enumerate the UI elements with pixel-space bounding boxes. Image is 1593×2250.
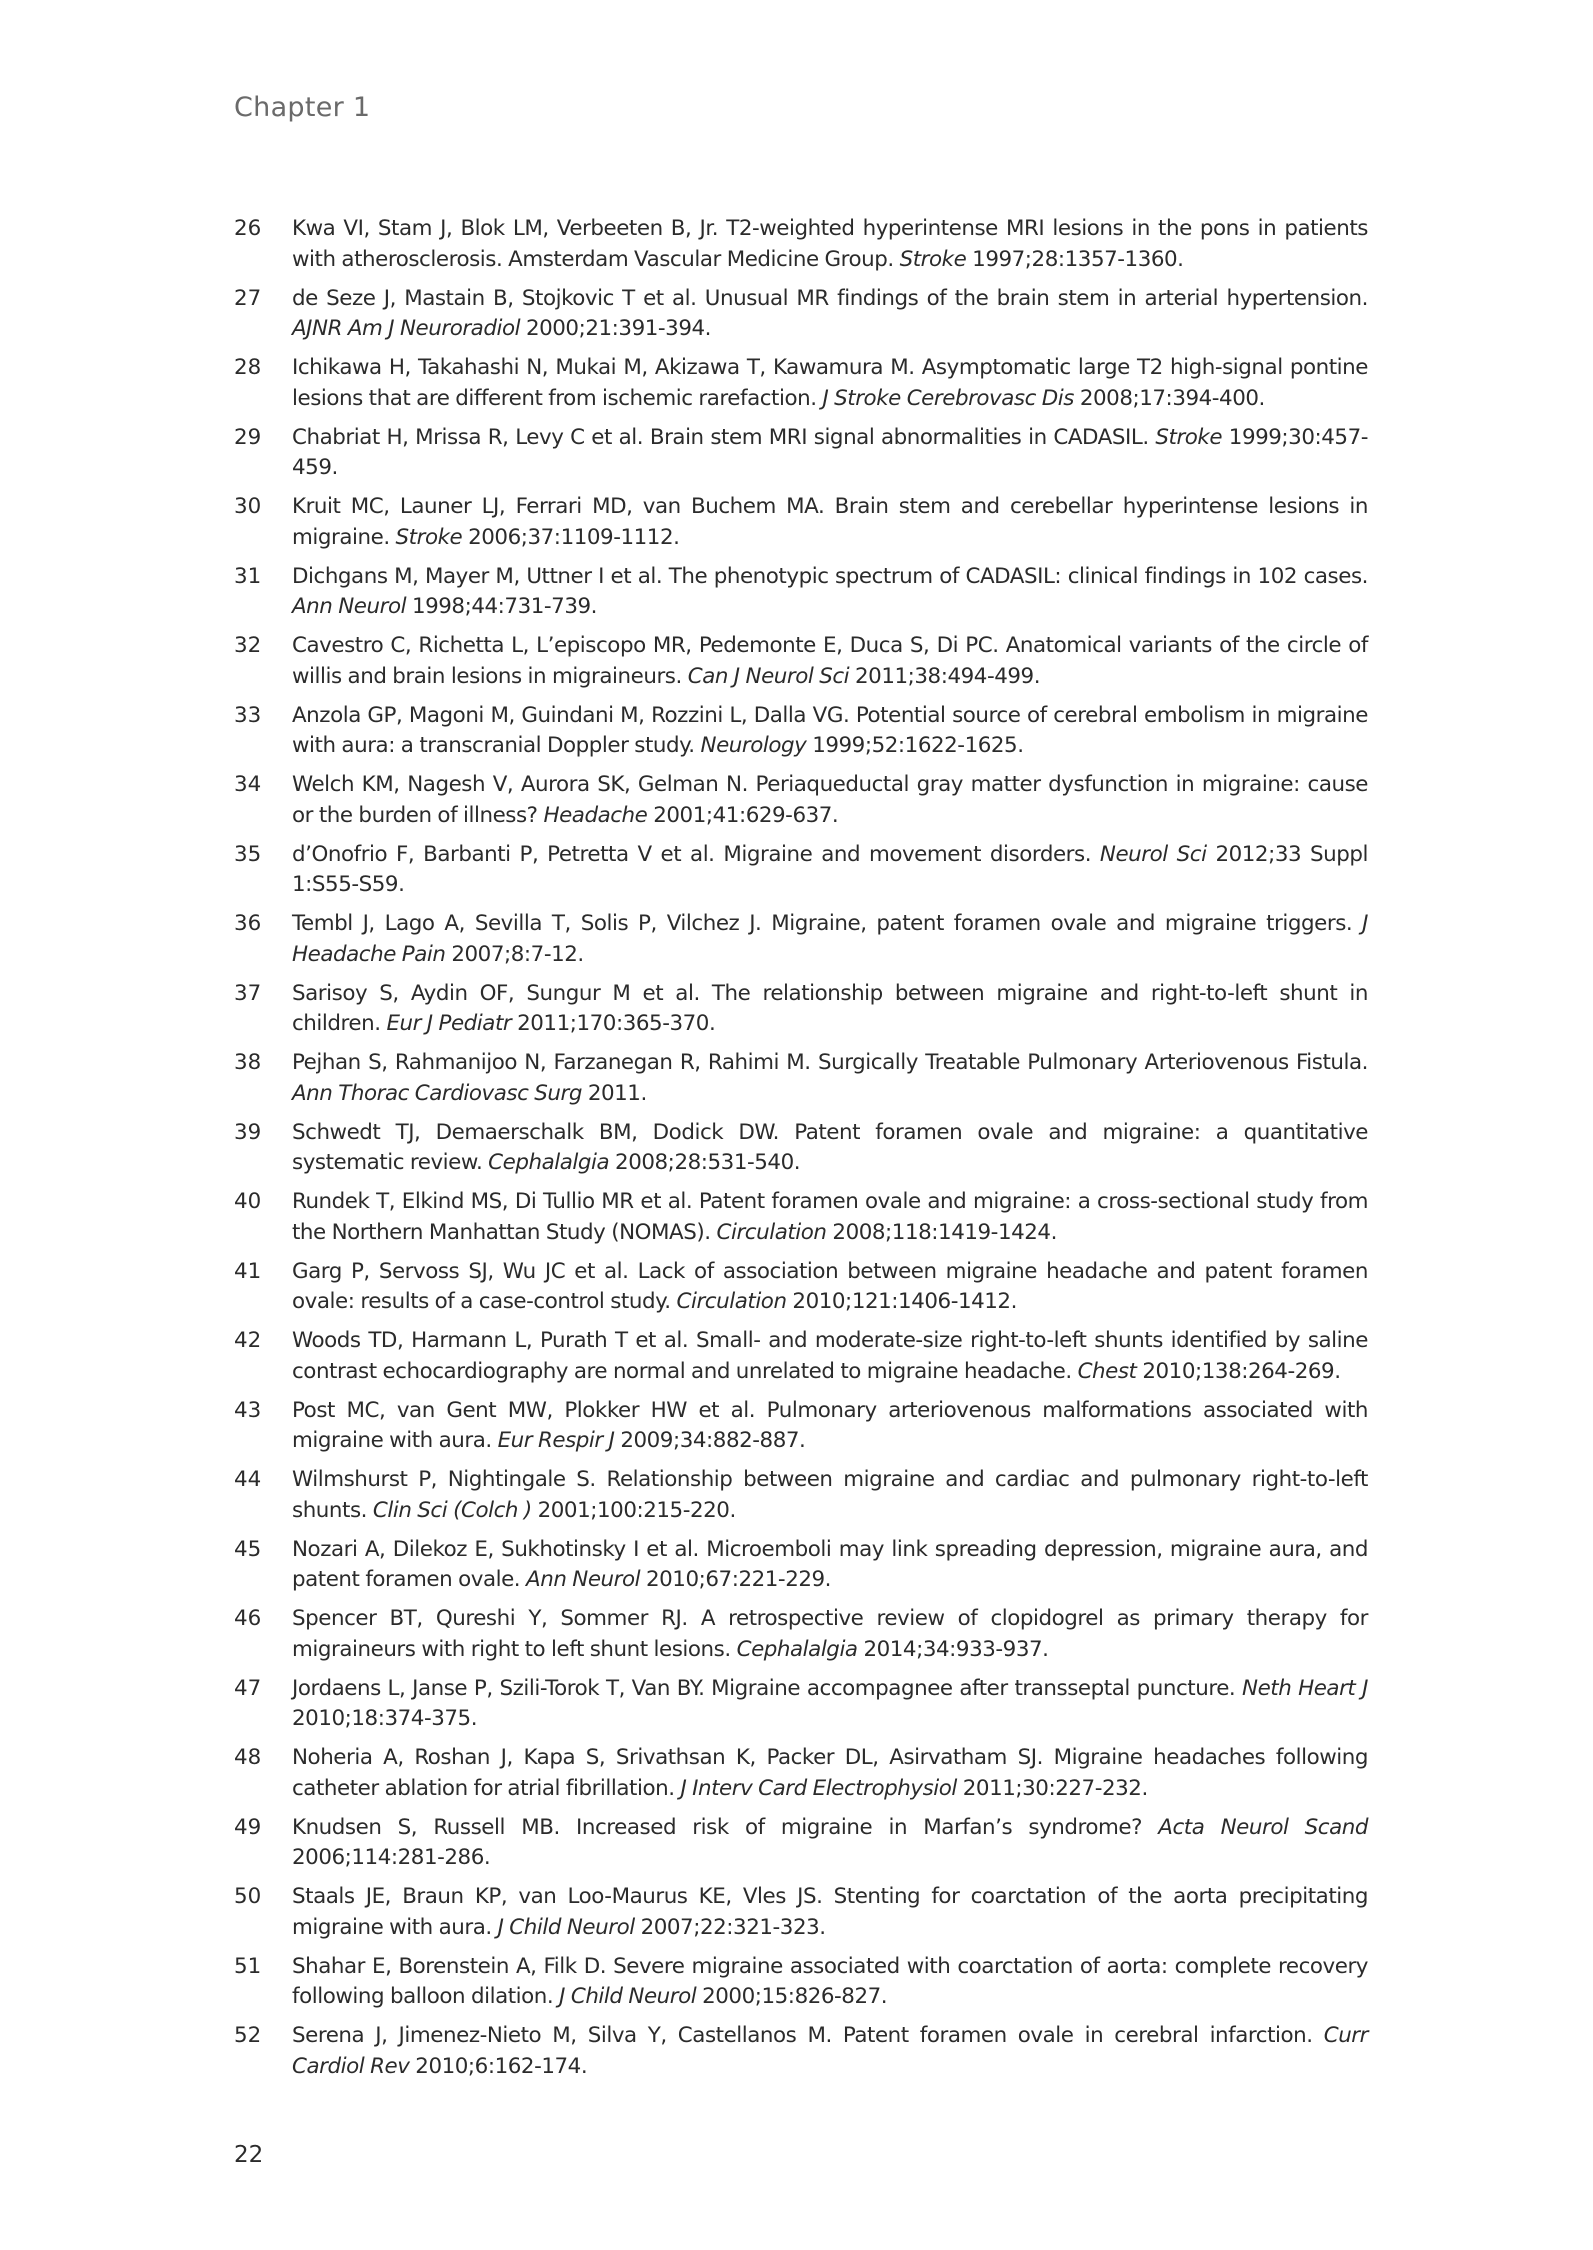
reference-item xyxy=(234,562,1368,623)
reference-number: 45 xyxy=(234,1536,262,1562)
reference-body xyxy=(292,1048,1368,1109)
reference-text: Noheria A, Roshan J, Kapa S, Srivathsan K, Packer DL, Asirvatham SJ. Migraine headaches following catheter ablation for atrial fibrillation. xyxy=(292,1745,1368,1801)
reference-item xyxy=(234,1118,1368,1179)
reference-number: 49 xyxy=(234,1814,262,1840)
reference-item xyxy=(234,701,1368,762)
reference-text: de Seze J, Mastain B, Stojkovic T et al. Unusual MR findings of the brain stem in arterial hypertension. xyxy=(292,285,1368,311)
reference-journal: Stroke xyxy=(899,246,967,272)
reference-item xyxy=(234,1535,1368,1596)
reference-item xyxy=(234,1257,1368,1318)
reference-body xyxy=(292,979,1368,1040)
reference-body xyxy=(292,770,1368,831)
reference-number: 35 xyxy=(234,841,262,867)
reference-text: Dichgans M, Mayer M, Uttner I et al. The phenotypic spectrum of CADASIL: clinical findings in 102 cases. xyxy=(292,563,1368,589)
reference-text: Garg P, Servoss SJ, Wu JC et al. Lack of association between migraine headache and patent foramen ovale: results of a case-control study. xyxy=(292,1258,1368,1314)
reference-number: 37 xyxy=(234,980,262,1006)
reference-item xyxy=(234,1048,1368,1109)
reference-number: 42 xyxy=(234,1328,262,1353)
reference-item xyxy=(234,1743,1368,1804)
reference-item xyxy=(234,1326,1368,1387)
reference-citation: 2009;34:882-887. xyxy=(620,1428,806,1453)
reference-text: Sarisoy S, Aydin OF, Sungur M et al. The relationship between migraine and right-to-left shunt in children. xyxy=(292,980,1368,1036)
reference-item xyxy=(234,979,1368,1040)
reference-citation: 2001;100:215-220. xyxy=(537,1497,736,1523)
reference-item xyxy=(234,353,1368,414)
reference-body xyxy=(292,631,1368,692)
reference-citation: 2011;30:227-232. xyxy=(962,1775,1148,1801)
reference-text: Welch KM, Nagesh V, Aurora SK, Gelman N. Periaqueductal gray matter dysfunction in migraine: cause or the burden of illness? xyxy=(292,772,1368,828)
reference-journal: Cephalalgia xyxy=(736,1636,858,1662)
reference-citation: 1997;28:1357-1360. xyxy=(972,246,1184,272)
reference-text: Schwedt TJ, Demaerschalk BM, Dodick DW. Patent foramen ovale and migraine: a quantitative systematic review. xyxy=(292,1119,1368,1175)
reference-citation: 1999;30:457-459. xyxy=(292,424,1368,480)
reference-text: Serena J, Jimenez-Nieto M, Silva Y, Castellanos M. Patent foramen ovale in cerebral infarction. xyxy=(292,2023,1313,2048)
reference-body xyxy=(292,214,1368,275)
reference-journal: Neurol Sci xyxy=(1099,841,1207,867)
reference-body xyxy=(292,1257,1368,1318)
reference-body xyxy=(292,701,1368,762)
reference-journal: J Headache Pain xyxy=(292,911,1368,967)
reference-number: 39 xyxy=(234,1119,262,1145)
reference-number: 28 xyxy=(234,355,262,380)
reference-body xyxy=(292,1118,1368,1179)
reference-number: 52 xyxy=(234,2023,262,2048)
reference-journal: Stroke xyxy=(395,524,463,550)
reference-item xyxy=(234,1882,1368,1943)
reference-journal: Can J Neurol Sci xyxy=(687,663,850,689)
reference-citation: 2011;38:494-499. xyxy=(855,663,1041,689)
reference-item xyxy=(234,284,1368,345)
reference-body xyxy=(292,1465,1368,1526)
reference-journal: Neurology xyxy=(700,733,807,758)
reference-citation: 2011;170:365-370. xyxy=(517,1011,716,1036)
reference-journal: Ann Thorac Cardiovasc Surg xyxy=(292,1080,582,1106)
reference-journal: Circulation xyxy=(716,1219,827,1245)
reference-text: Pejhan S, Rahmanijoo N, Farzanegan R, Rahimi M. Surgically Treatable Pulmonary Arteriovenous Fistula. xyxy=(292,1050,1368,1075)
reference-text: Knudsen S, Russell MB. Increased risk of migraine in Marfan’s syndrome? xyxy=(292,1814,1143,1840)
reference-number: 34 xyxy=(234,772,262,797)
reference-body xyxy=(292,1743,1368,1804)
reference-journal: Eur Respir J xyxy=(497,1428,615,1453)
reference-item xyxy=(234,1813,1368,1874)
reference-text: Chabriat H, Mrissa R, Levy C et al. Brain stem MRI signal abnormalities in CADASIL. xyxy=(292,424,1149,450)
reference-text: Rundek T, Elkind MS, Di Tullio MR et al. Patent foramen ovale and migraine: a cross-sectional study from the Northern Manhattan Study (NOMAS). xyxy=(292,1189,1368,1245)
reference-citation: 2007;22:321-323. xyxy=(640,1914,826,1940)
reference-body xyxy=(292,840,1368,901)
reference-journal: Stroke xyxy=(1155,424,1223,450)
reference-text: Jordaens L, Janse P, Szili-Torok T, Van BY. Migraine accompagnee after transseptal puncture. xyxy=(292,1675,1236,1701)
reference-text: d’Onofrio F, Barbanti P, Petretta V et al. Migraine and movement disorders. xyxy=(292,841,1092,867)
reference-citation: 2010;138:264-269. xyxy=(1142,1358,1341,1384)
reference-body xyxy=(292,1187,1368,1248)
reference-text: Woods TD, Harmann L, Purath T et al. Small- and moderate-size right-to-left shunts identified by saline contrast echocardiography are normal and unrelated to migraine headache. xyxy=(292,1328,1368,1384)
reference-journal: Headache xyxy=(543,802,648,828)
reference-journal: Circulation xyxy=(676,1289,787,1314)
reference-item xyxy=(234,492,1368,553)
reference-citation: 2010;6:162-174. xyxy=(415,2053,588,2079)
reference-citation: 2008;28:531-540. xyxy=(615,1150,801,1175)
reference-text: Tembl J, Lago A, Sevilla T, Solis P, Vilchez J. Migraine, patent foramen ovale and migraine triggers. xyxy=(292,911,1353,936)
reference-number: 47 xyxy=(234,1675,262,1701)
reference-citation: 2014;34:933-937. xyxy=(863,1636,1049,1662)
reference-item xyxy=(234,840,1368,901)
reference-item xyxy=(234,909,1368,970)
reference-citation: 2001;41:629-637. xyxy=(653,802,839,828)
reference-citation: 1998;44:731-739. xyxy=(411,594,597,619)
reference-number: 29 xyxy=(234,424,262,450)
reference-body xyxy=(292,1813,1368,1874)
reference-citation: 2011. xyxy=(587,1080,647,1106)
reference-text: Post MC, van Gent MW, Plokker HW et al. Pulmonary arteriovenous malformations associated with migraine with aura. xyxy=(292,1397,1368,1453)
reference-item xyxy=(234,770,1368,831)
reference-body xyxy=(292,1535,1368,1596)
reference-body xyxy=(292,2021,1368,2082)
reference-citation: 2012;33 Suppl 1:S55-S59. xyxy=(292,841,1368,897)
reference-number: 41 xyxy=(234,1258,262,1284)
reference-citation: 2006;114:281-286. xyxy=(292,1845,491,1870)
reference-number: 40 xyxy=(234,1189,262,1214)
reference-text: Spencer BT, Qureshi Y, Sommer RJ. A retrospective review of clopidogrel as primary therapy for migraineurs with right to left shunt lesions. xyxy=(292,1606,1368,1662)
reference-number: 51 xyxy=(234,1953,262,1979)
reference-list xyxy=(234,214,1368,2091)
reference-number: 33 xyxy=(234,702,262,728)
reference-journal: AJNR Am J Neuroradiol xyxy=(292,316,521,341)
reference-item xyxy=(234,423,1368,484)
reference-body xyxy=(292,1952,1368,2013)
reference-body xyxy=(292,353,1368,414)
reference-journal: Neth Heart J xyxy=(1242,1675,1368,1701)
reference-journal: Chest xyxy=(1077,1358,1137,1384)
reference-text: Ichikawa H, Takahashi N, Mukai M, Akizawa T, Kawamura M. Asymptomatic large T2 high-signal pontine lesions that are different from ischemic rarefaction. xyxy=(292,355,1368,411)
reference-number: 36 xyxy=(234,911,262,936)
reference-journal: Cephalalgia xyxy=(488,1150,610,1175)
reference-item xyxy=(234,214,1368,275)
reference-citation: 2008;118:1419-1424. xyxy=(832,1219,1057,1245)
reference-journal: J Stroke Cerebrovasc Dis xyxy=(822,385,1074,411)
reference-item xyxy=(234,1187,1368,1248)
reference-number: 31 xyxy=(234,563,262,589)
reference-citation: 2010;18:374-375. xyxy=(292,1706,478,1731)
reference-body xyxy=(292,1396,1368,1457)
reference-number: 32 xyxy=(234,633,262,658)
reference-number: 43 xyxy=(234,1397,262,1423)
reference-text: Kruit MC, Launer LJ, Ferrari MD, van Buchem MA. Brain stem and cerebellar hyperintense lesions in migraine. xyxy=(292,494,1368,550)
reference-item xyxy=(234,2021,1368,2082)
reference-number: 50 xyxy=(234,1884,262,1909)
reference-number: 30 xyxy=(234,494,262,519)
reference-body xyxy=(292,1882,1368,1943)
reference-number: 26 xyxy=(234,216,262,241)
reference-body xyxy=(292,492,1368,553)
reference-citation: 2010;67:221-229. xyxy=(645,1567,832,1592)
reference-item xyxy=(234,1396,1368,1457)
reference-number: 44 xyxy=(234,1467,262,1492)
reference-citation: 2010;121:1406-1412. xyxy=(792,1289,1017,1314)
chapter-header: Chapter 1 xyxy=(234,92,371,123)
page-number: 22 xyxy=(234,2142,264,2168)
reference-number: 46 xyxy=(234,1606,262,1631)
reference-number: 38 xyxy=(234,1050,262,1075)
reference-text: Kwa VI, Stam J, Blok LM, Verbeeten B, Jr. T2-weighted hyperintense MRI lesions in the pons in patients with atherosclerosis. Amsterdam Vascular Medicine Group. xyxy=(292,216,1368,272)
reference-journal: Eur J Pediatr xyxy=(386,1011,512,1036)
reference-journal: Ann Neurol xyxy=(292,594,407,619)
reference-item xyxy=(234,1674,1368,1735)
reference-journal: J Child Neurol xyxy=(497,1914,635,1940)
reference-body xyxy=(292,1674,1368,1735)
reference-journal: Curr Cardiol Rev xyxy=(292,2023,1368,2079)
reference-text: Wilmshurst P, Nightingale S. Relationship between migraine and cardiac and pulmonary right-to-left shunts. xyxy=(292,1467,1368,1523)
reference-text: Staals JE, Braun KP, van Loo-Maurus KE, Vles JS. Stenting for coarctation of the aorta precipitating migraine with aura. xyxy=(292,1884,1368,1940)
reference-citation: 2006;37:1109-1112. xyxy=(468,524,680,550)
reference-body xyxy=(292,423,1368,484)
reference-journal: Ann Neurol xyxy=(526,1567,641,1592)
reference-text: Shahar E, Borenstein A, Filk D. Severe migraine associated with coarctation of aorta: complete recovery following balloon dilation. xyxy=(292,1953,1368,2009)
reference-text: Anzola GP, Magoni M, Guindani M, Rozzini L, Dalla VG. Potential source of cerebral embolism in migraine with aura: a transcranial Doppler study. xyxy=(292,702,1368,758)
reference-text: Cavestro C, Richetta L, L’episcopo MR, Pedemonte E, Duca S, Di PC. Anatomical variants of the circle of willis and brain lesions in migraineurs. xyxy=(292,633,1368,689)
reference-citation: 1999;52:1622-1625. xyxy=(812,733,1024,758)
reference-citation: 2000;15:826-827. xyxy=(702,1984,888,2009)
reference-body xyxy=(292,284,1368,345)
reference-journal: J Child Neurol xyxy=(559,1984,697,2009)
reference-citation: 2008;17:394-400. xyxy=(1079,385,1265,411)
reference-number: 48 xyxy=(234,1745,262,1770)
reference-text: Nozari A, Dilekoz E, Sukhotinsky I et al. Microemboli may link spreading depression, migraine aura, and patent foramen ovale. xyxy=(292,1536,1368,1592)
reference-citation: 2007;8:7-12. xyxy=(451,941,584,967)
reference-body xyxy=(292,562,1368,623)
reference-journal: Clin Sci (Colch ) xyxy=(372,1497,532,1523)
reference-body xyxy=(292,1326,1368,1387)
reference-item xyxy=(234,1604,1368,1665)
reference-citation: 2000;21:391-394. xyxy=(525,316,711,341)
reference-item xyxy=(234,1952,1368,2013)
reference-body xyxy=(292,909,1368,970)
reference-item xyxy=(234,1465,1368,1526)
reference-journal: J Interv Card Electrophysiol xyxy=(680,1775,957,1801)
reference-item xyxy=(234,631,1368,692)
reference-journal: Acta Neurol Scand xyxy=(1158,1814,1369,1840)
reference-number: 27 xyxy=(234,285,262,311)
reference-body xyxy=(292,1604,1368,1665)
